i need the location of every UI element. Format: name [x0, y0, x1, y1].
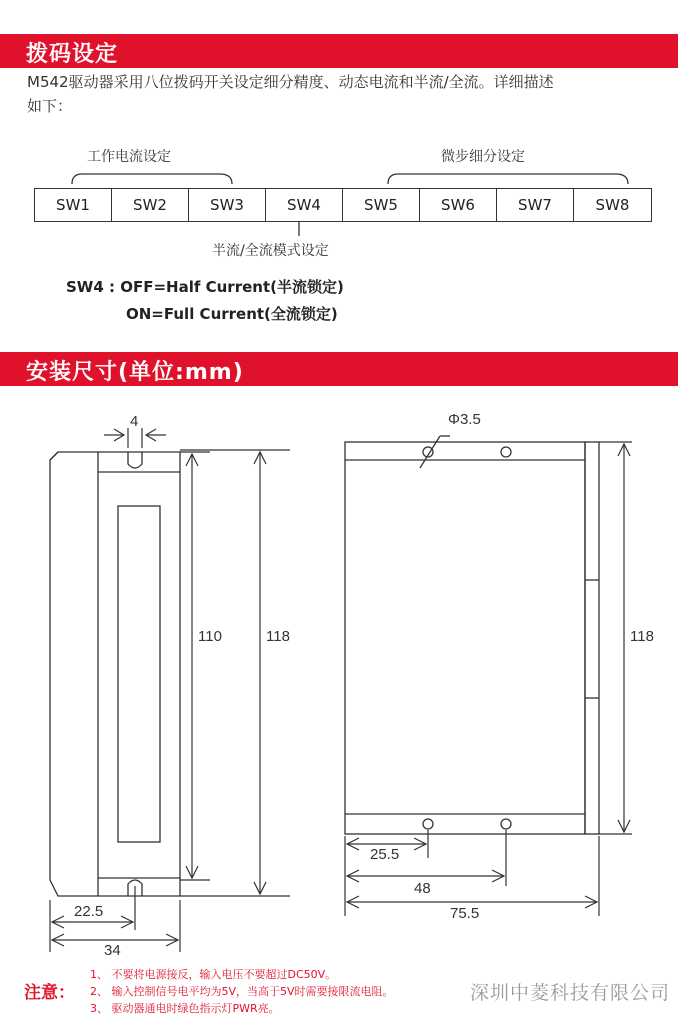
front-view-drawing	[0, 400, 678, 960]
note-item: 1、 不要将电源接反，输入电压不要超过DC50V。	[90, 968, 337, 981]
halfflow-mode-label: 半流/全流模式设定	[212, 243, 329, 259]
dim-total-height-right: 118	[630, 628, 654, 645]
switch-sw7: SW7	[497, 189, 574, 221]
notes-list	[90, 966, 394, 1017]
dim-total-width: 75.5	[450, 905, 480, 922]
section-title-switch: 拨码设定	[26, 42, 119, 67]
sw4-description	[66, 276, 344, 324]
switch-sw1: SW1	[35, 189, 112, 221]
dim-total-height-left: 118	[266, 628, 290, 645]
company-name: 深圳中菱科技有限公司	[469, 982, 670, 1004]
section-banner-switch	[0, 34, 678, 68]
current-brace	[70, 166, 235, 186]
sw4-pointer-line	[296, 222, 302, 238]
section-banner-dimensions	[0, 352, 678, 386]
sw4-off-description: OFF=Half Current(半流锁定)	[120, 278, 344, 296]
sw4-on-description: ON=Full Current(全流锁定)	[126, 305, 338, 323]
notes-title: 注意：	[24, 983, 75, 1003]
current-setting-label: 工作电流设定	[87, 149, 171, 165]
dim-hole-offset: 25.5	[370, 846, 400, 863]
dim-front-width: 34	[104, 942, 121, 959]
note-item: 2、 输入控制信号电平均为5V，当高于5V时需要接限流电阻。	[90, 985, 394, 998]
section-title-dimensions: 安装尺寸(单位:mm)	[26, 360, 244, 385]
dim-front-offset: 22.5	[74, 903, 104, 920]
intro-line-2: 如下：	[27, 97, 73, 115]
intro-line-1: M542驱动器采用八位拨码开关设定细分精度、动态电流和半流/全流。详细描述	[27, 73, 554, 91]
dim-hole-spacing: 48	[414, 880, 431, 897]
switch-sw2: SW2	[112, 189, 189, 221]
microstep-setting-label: 微步细分设定	[441, 149, 525, 165]
switch-sw8: SW8	[595, 196, 630, 214]
switch-sw5: SW5	[343, 189, 420, 221]
switch-sw6: SW6	[420, 189, 497, 221]
dim-inner-height: 110	[198, 628, 222, 645]
dim-slot-width: 4	[130, 413, 139, 430]
dim-hole-diameter: Φ3.5	[448, 411, 481, 428]
switch-sw3: SW3	[189, 189, 266, 221]
intro-text	[27, 70, 667, 118]
sw4-prefix: SW4 :	[66, 278, 121, 296]
note-item: 3、 驱动器通电时绿色指示灯PWR亮。	[90, 1002, 280, 1015]
switch-sw4: SW4	[266, 189, 343, 221]
microstep-brace	[386, 166, 631, 186]
dip-switch-row	[34, 188, 652, 222]
